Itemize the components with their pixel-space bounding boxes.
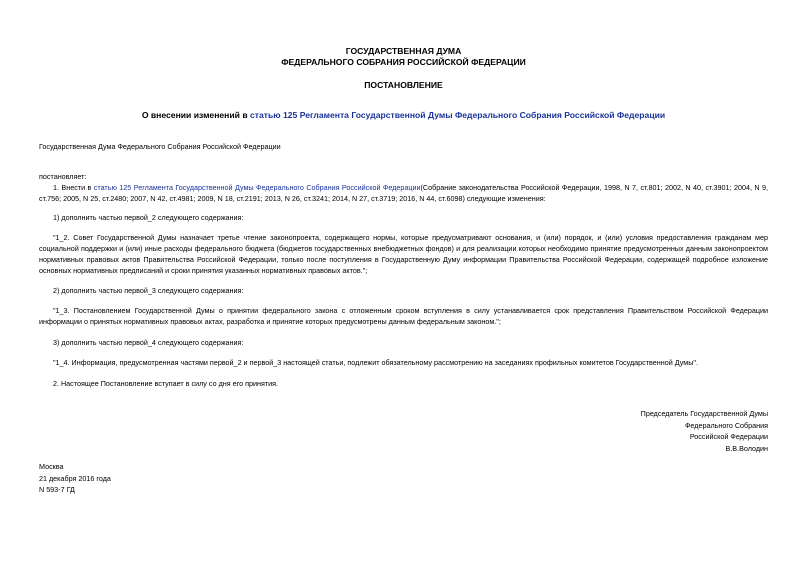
- subitem-1: 1) дополнить частью первой_2 следующего содержания:: [53, 213, 244, 222]
- item-2-paragraph: 2. Настоящее Постановление вступает в силу со дня его принятия.: [53, 379, 279, 388]
- item-1-prefix: 1. Внести в: [53, 183, 94, 192]
- quote-1: "1_2. Совет Государственной Думы назначает третье чтение законопроекта, содержащего нормы, которые предусматривают основания, и (или) порядок, и (или) условия предоставления гражданам мер социальной поддержки и (или) иные расходы федерального бюджета (бюджетов государственных внебюджетных фондов) и для реализации которых необходимо принятие предусмотренных данным законопроектом нормативных правовых актов Правительства Российской Федерации, только после поступления в Государственную Думу информации Правительства Российской Федерации, содержащей подробное изложение основных нормативных предписаний и сроки принятия указанных нормативных правовых актов.";: [39, 233, 768, 275]
- signature-line1: Председатель Государственной Думы: [640, 409, 768, 418]
- quote-2: "1_3. Постановлением Государственной Думы о принятии федерального закона с отложенным сроком вступления в силу устанавливается срок представления Правительством Российской Федерации информации о принятых нормативных правовых актах, разработка и принятие которых предусмотрены данным федеральным законом.";: [39, 306, 768, 326]
- subitem-2: 2) дополнить частью первой_3 следующего содержания:: [53, 286, 244, 295]
- decrees-text: постановляет:: [39, 172, 87, 181]
- item-1-rest: (Собрание законодательства Российской Федерации, 1998, N 7, ст.801; 2002, N 40, ст.3901; 2004, N 9, ст.756; 2005, N 25, ст.2480; 2007, N 42, ст.4981; 2009, N 18, ст.2191; 2013, N 26, ст.3241; 2014, N 27, ст.3719; 2016, N 44, ст.6098) следующие изменения:: [39, 183, 768, 203]
- org-name-line1: ГОСУДАРСТВЕННАЯ ДУМА: [345, 46, 462, 56]
- doc-title-prefix: О внесении изменений в: [141, 110, 250, 120]
- doc-title-link[interactable]: статью 125 Регламента Государственной Думы Федерального Собрания Российской Федерации: [250, 110, 666, 120]
- issuer-text: Государственная Дума Федерального Собрания Российской Федерации: [39, 142, 281, 151]
- city: Москва: [39, 462, 64, 471]
- doc-type-heading: ПОСТАНОВЛЕНИЕ: [364, 80, 443, 90]
- item-1-paragraph: [39, 182, 768, 204]
- signature-block: [641, 408, 768, 454]
- item-1-link[interactable]: статью 125 Регламента Государственной Думы Федерального Собрания Российской Федерации: [93, 183, 421, 192]
- quote-3: "1_4. Информация, предусмотренная частями первой_2 и первой_3 настоящей статьи, подлежит обязательному рассмотрению на заседаниях профильных комитетов Государственной Думы".: [53, 358, 698, 367]
- signature-name: В.В.Володин: [725, 443, 768, 453]
- doc-number: N 593-7 ГД: [39, 485, 75, 494]
- org-name-line2: ФЕДЕРАЛЬНОГО СОБРАНИЯ РОССИЙСКОЙ ФЕДЕРАЦИИ: [281, 57, 526, 67]
- subitem-3: 3) дополнить частью первой_4 следующего содержания:: [53, 338, 244, 347]
- date: 21 декабря 2016 года: [39, 473, 111, 483]
- place-date-block: [39, 461, 111, 496]
- signature-line3: Российской Федерации: [689, 432, 768, 441]
- signature-line2: Федерального Собрания: [684, 420, 768, 430]
- doc-title: [0, 110, 807, 121]
